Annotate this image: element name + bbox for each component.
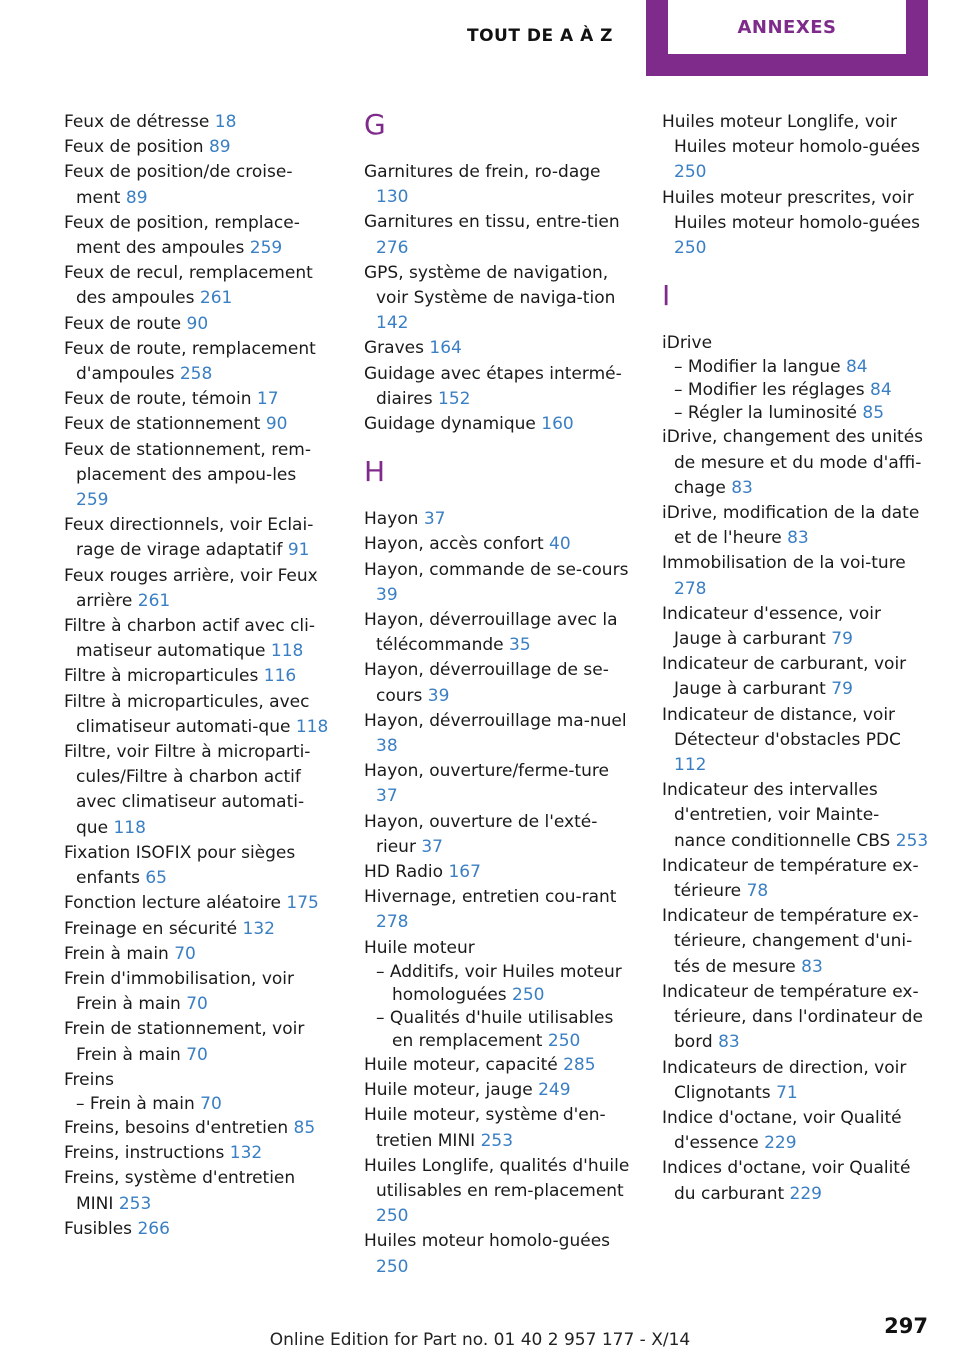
index-entry [64, 967, 332, 1017]
index-entry-text: Huiles moteur Longlife, voir Huiles moteur homolo-guées [662, 112, 921, 158]
page-reference-link[interactable]: 83 [718, 1032, 740, 1053]
index-entry-text: Frein à main [64, 943, 169, 964]
index-entry-text: Hayon, ouverture de l'exté-rieur [364, 811, 598, 857]
index-entry-text: Fusibles [64, 1218, 133, 1239]
page-reference-link[interactable]: 259 [76, 490, 109, 511]
index-entry [64, 1017, 332, 1067]
chapter-tab [646, 0, 928, 76]
page-reference-link[interactable]: 250 [512, 984, 545, 1005]
page-reference-link[interactable]: 37 [423, 509, 446, 530]
page-reference-link[interactable]: 167 [448, 862, 481, 883]
index-entry [364, 658, 632, 708]
index-entry [64, 110, 332, 135]
page-reference-link[interactable]: 18 [214, 112, 237, 132]
page-reference-link[interactable]: 71 [776, 1082, 798, 1103]
index-entry-text: Freinage en sécurité [64, 918, 238, 939]
page-reference-link[interactable]: 261 [199, 288, 233, 309]
index-entry-text: Indicateurs de direction, voir Clignotants [662, 1057, 907, 1103]
index-entry [64, 664, 332, 689]
index-entry-text: Fonction lecture aléatoire [64, 893, 281, 914]
index-entry-text: Garnitures en tissu, entre-tien [364, 212, 620, 233]
index-entry-text: Indices d'octane, voir Qualité du carburant [662, 1158, 911, 1204]
index-entry-text: Feux de position, remplace-ment des ampoules [64, 212, 300, 259]
page-reference-link[interactable]: 65 [145, 868, 167, 889]
index-entry-text: Filtre à microparticules [64, 666, 259, 687]
index-entry [64, 160, 332, 210]
index-entry-text: – Modifier les réglages [674, 380, 865, 401]
index-entry-text: Feux de position [64, 137, 204, 158]
index-entry [364, 936, 632, 961]
index-entry-text: iDrive, changement des unités de mesure et du mode d'affi-chage [662, 427, 924, 498]
index-entry-text: – Qualités d'huile utilisables en remplacement [376, 1007, 614, 1051]
index-entry-text: iDrive [662, 333, 713, 354]
index-entry [64, 690, 332, 740]
index-entry-text: Hayon, déverrouillage de se-cours [364, 660, 609, 706]
index-entry-text: Fixation ISOFIX pour sièges enfants [64, 842, 296, 889]
page-reference-link[interactable]: 40 [549, 534, 571, 555]
page-reference-link[interactable]: 83 [787, 528, 809, 549]
index-entry-text: Hayon, ouverture/ferme-ture [364, 761, 609, 782]
page-reference-link[interactable]: 278 [376, 912, 409, 933]
page-reference-link[interactable]: 250 [376, 1256, 409, 1277]
index-entry [364, 160, 632, 210]
index-entry [64, 1217, 332, 1242]
index-column-1 [64, 110, 332, 1242]
page-reference-link[interactable]: 258 [179, 364, 213, 385]
page-reference-link[interactable]: 250 [376, 1206, 409, 1227]
page-reference-link[interactable]: 116 [263, 666, 297, 687]
index-entry-text: – Régler la luminosité [674, 403, 857, 424]
page-reference-link[interactable]: 83 [731, 477, 753, 498]
page-reference-link[interactable]: 130 [376, 187, 409, 208]
page-reference-link[interactable]: 35 [509, 635, 531, 656]
index-entry-text: Guidage avec étapes intermé-diaires [364, 363, 622, 409]
page-reference-link[interactable]: 261 [137, 590, 171, 611]
index-entry-text: Huile moteur, système d'en-tretien MINI [364, 1105, 606, 1151]
index-entry-text: GPS, système de navigation, voir Système de naviga-tion [364, 262, 616, 309]
index-entry [364, 759, 632, 809]
index-entry-text: Garnitures de frein, ro-dage [364, 162, 601, 182]
page-reference-link[interactable]: 39 [376, 584, 398, 605]
index-entry-text: Filtre, voir Filtre à microparti-cules/Filtre à charbon actif avec climatiseur automati-que [64, 742, 311, 838]
page-reference-link[interactable]: 85 [293, 1117, 316, 1138]
index-entry [64, 841, 332, 891]
index-entry [64, 1166, 332, 1216]
index-entry-text: Indice d'octane, voir Qualité d'essence [662, 1107, 902, 1154]
index-entry [64, 438, 332, 514]
index-entry-text: Indicateur de température ex-térieure, dans l'ordinateur de bord [662, 981, 923, 1053]
index-entry [64, 211, 332, 261]
index-entry-text: Immobilisation de la voi-ture [662, 553, 906, 574]
index-entry [662, 331, 930, 356]
page-reference-link[interactable]: 37 [376, 786, 398, 807]
page-reference-link[interactable]: 118 [270, 641, 304, 662]
index-entry-text: – Frein à main [76, 1093, 195, 1114]
page-reference-link[interactable]: 229 [789, 1183, 822, 1204]
index-entry [662, 1056, 930, 1106]
page-reference-link[interactable]: 37 [421, 836, 443, 857]
page-reference-link[interactable]: 39 [427, 685, 450, 706]
index-entry-text: Hivernage, entretien cou-rant [364, 887, 617, 908]
index-entry-text: Indicateur de distance, voir Détecteur d'obstacles PDC [662, 704, 901, 750]
index-letter-heading: G [364, 108, 386, 141]
index-entry [64, 513, 332, 563]
index-entry-text: Indicateur de température ex-térieure [662, 855, 919, 902]
index-entry-text: Hayon, déverrouillage ma-nuel [364, 710, 627, 731]
page-reference-link[interactable]: 259 [249, 238, 283, 259]
index-entry-text: – Modifier la langue [674, 357, 841, 378]
page-reference-link[interactable]: 250 [674, 238, 707, 259]
page-reference-link[interactable]: 89 [125, 187, 148, 208]
index-entry-text: Feux de route [64, 313, 182, 334]
page-reference-link[interactable]: 70 [186, 1044, 208, 1065]
footer-edition-text: Online Edition for Part no. 01 40 2 957 177 - X/14 [269, 1330, 691, 1350]
page-reference-link[interactable]: 38 [376, 736, 398, 757]
page-reference-link[interactable]: 249 [538, 1080, 571, 1101]
index-entry-text: Huile moteur, capacité [364, 1054, 558, 1075]
index-entry [64, 412, 332, 437]
index-letter-heading: H [364, 455, 386, 489]
page-reference-link[interactable]: 266 [137, 1218, 170, 1239]
index-entry-text: Indicateur d'essence, voir Jauge à carburant [662, 603, 882, 650]
page-reference-link[interactable]: 70 [186, 994, 208, 1015]
index-column-3 [662, 110, 930, 1207]
page-reference-link[interactable]: 229 [764, 1133, 797, 1154]
page-reference-link[interactable]: 84 [845, 357, 868, 378]
index-entry-text: Indicateur de carburant, voir Jauge à carburant [662, 654, 907, 700]
page-reference-link[interactable]: 250 [674, 162, 707, 183]
page-reference-link[interactable]: 85 [862, 403, 885, 424]
index-entry-text: – Additifs, voir Huiles moteur homologuées [376, 961, 622, 1005]
page-reference-link[interactable]: 83 [801, 956, 823, 977]
page-number: 297 [884, 1314, 928, 1338]
page-reference-link[interactable]: 118 [295, 716, 329, 737]
index-entry [64, 564, 332, 614]
index-entry-text: Freins, système d'entretien MINI [64, 1168, 296, 1214]
index-entry [662, 703, 930, 779]
index-entry-text: Graves [364, 338, 424, 359]
index-entry [364, 885, 632, 935]
index-subentry [364, 1007, 632, 1053]
index-entry [364, 558, 632, 608]
index-entry-text: Hayon, commande de se-cours [364, 559, 629, 580]
index-entry-text: Indicateur de température ex-térieure, changement d'uni-tés de mesure [662, 906, 919, 977]
index-subentry [662, 402, 930, 425]
index-entry-text: Hayon, déverrouillage avec la télécommande [364, 610, 618, 656]
page-reference-link[interactable]: 160 [541, 414, 574, 435]
page-reference-link[interactable]: 89 [208, 137, 231, 158]
page-reference-link[interactable]: 17 [256, 389, 279, 410]
index-entry [364, 608, 632, 658]
index-entry-text: Huile moteur [364, 937, 475, 958]
index-entry [662, 602, 930, 652]
index-entry-text: Frein de stationnement, voir Frein à main [64, 1019, 305, 1065]
page-reference-link[interactable]: 78 [746, 881, 769, 902]
index-entry-text: Filtre à charbon actif avec cli-matiseur automatique [64, 616, 316, 662]
index-entry-text: Indicateur des intervalles d'entretien, voir Mainte-nance conditionnelle CBS [662, 780, 891, 851]
page-reference-link[interactable]: 79 [831, 679, 853, 700]
index-entry-text: Freins, instructions [64, 1143, 225, 1164]
page-reference-link[interactable]: 142 [376, 313, 409, 334]
index-entry-text: Feux de route, témoin [64, 389, 252, 410]
index-entry [64, 337, 332, 387]
index-entry-text: Feux de recul, remplacement des ampoules [64, 263, 313, 309]
page-reference-link[interactable]: 90 [186, 313, 209, 334]
index-entry-text: Hayon [364, 509, 419, 530]
index-entry [364, 210, 632, 260]
index-entry-text: Hayon, accès confort [364, 534, 544, 555]
page-reference-link[interactable]: 112 [674, 755, 707, 776]
page-reference-link[interactable]: 84 [870, 380, 892, 401]
index-entry [364, 810, 632, 860]
index-entry-text: Feux de stationnement, rem-placement des ampou-les [64, 439, 311, 485]
index-entry [364, 1103, 632, 1153]
index-entry [64, 614, 332, 664]
index-entry [662, 501, 930, 551]
page-reference-link[interactable]: 164 [429, 338, 462, 359]
index-entry [64, 917, 332, 942]
index-entry [662, 425, 930, 501]
index-entry [64, 1141, 332, 1166]
index-entry [64, 135, 332, 160]
section-title: TOUT DE A À Z [467, 26, 613, 46]
page-reference-link[interactable]: 70 [200, 1093, 222, 1114]
index-subentry [364, 961, 632, 1007]
page-reference-link[interactable]: 152 [438, 388, 471, 409]
page-reference-link[interactable]: 278 [674, 578, 707, 599]
index-letter-heading: I [662, 279, 671, 313]
index-entry-text: Feux directionnels, voir Eclai-rage de virage adaptatif [64, 515, 314, 561]
index-entry [364, 412, 632, 437]
index-entry-text: Freins, besoins d'entretien [64, 1117, 289, 1138]
index-column-2 [364, 110, 632, 1280]
index-entry [364, 261, 632, 337]
page-reference-link[interactable]: 79 [831, 629, 853, 650]
index-entry [662, 980, 930, 1056]
index-entry [364, 362, 632, 412]
index-entry [364, 1053, 632, 1078]
index-entry [64, 261, 332, 311]
index-entry-text: Freins [64, 1069, 114, 1090]
index-entry-text: Frein d'immobilisation, voir Frein à main [64, 968, 295, 1015]
index-entry [364, 709, 632, 759]
index-entry [64, 387, 332, 412]
index-entry [662, 1106, 930, 1156]
index-entry [64, 740, 332, 841]
index-subentry [64, 1093, 332, 1116]
page-reference-link[interactable]: 70 [174, 943, 196, 964]
index-entry-text: Feux de route, remplacement d'ampoules [64, 338, 316, 385]
index-entry-text: Filtre à microparticules, avec climatiseur automati-que [64, 691, 310, 737]
index-entry [64, 942, 332, 967]
page-reference-link[interactable]: 132 [229, 1143, 263, 1164]
index-entry-text: Huiles Longlife, qualités d'huile utilisables en rem-placement [364, 1155, 630, 1201]
index-entry [364, 1154, 632, 1230]
index-entry [364, 860, 632, 885]
index-entry-text: HD Radio [364, 862, 444, 883]
index-entry [364, 1078, 632, 1103]
page-reference-link[interactable]: 253 [480, 1130, 514, 1151]
index-entry [64, 312, 332, 337]
index-entry-text: Guidage dynamique [364, 414, 536, 435]
page-reference-link[interactable]: 285 [563, 1054, 596, 1075]
index-entry [64, 1068, 332, 1093]
index-entry-text: Feux de stationnement [64, 414, 261, 435]
index-entry-text: Feux de détresse [64, 112, 210, 132]
page-reference-link[interactable]: 175 [286, 893, 319, 914]
page-reference-link[interactable]: 276 [376, 237, 409, 258]
index-entry [662, 1156, 930, 1206]
page-reference-link[interactable]: 118 [113, 817, 146, 838]
index-entry [364, 336, 632, 361]
chapter-tab-label: ANNEXES [668, 0, 906, 54]
index-entry [364, 507, 632, 532]
index-entry-text: Huiles moteur prescrites, voir Huiles moteur homolo-guées [662, 187, 921, 233]
index-entry [662, 551, 930, 601]
index-entry [662, 904, 930, 980]
index-entry-text: Feux rouges arrière, voir Feux arrière [64, 565, 318, 611]
index-entry [364, 532, 632, 557]
index-subentry [662, 356, 930, 379]
page-reference-link[interactable]: 91 [287, 540, 310, 561]
index-entry-text: Huile moteur, jauge [364, 1080, 533, 1101]
index-entry [662, 652, 930, 702]
index-entry [662, 186, 930, 262]
page-reference-link[interactable]: 250 [547, 1030, 581, 1051]
page-reference-link[interactable]: 253 [895, 830, 929, 851]
page-reference-link[interactable]: 90 [265, 414, 288, 435]
index-subentry [662, 379, 930, 402]
page-reference-link[interactable]: 253 [118, 1193, 152, 1214]
index-entry [662, 110, 930, 186]
index-entry [64, 891, 332, 916]
index-entry-text: Feux de position/de croise-ment [64, 162, 293, 208]
index-entry [64, 1116, 332, 1141]
index-entry-text: Huiles moteur homolo-guées [364, 1231, 611, 1252]
page-reference-link[interactable]: 132 [242, 918, 275, 939]
index-entry-text: iDrive, modification de la date et de l'heure [662, 503, 920, 549]
index-entry [364, 1229, 632, 1279]
index-entry [662, 778, 930, 854]
index-entry [662, 854, 930, 904]
